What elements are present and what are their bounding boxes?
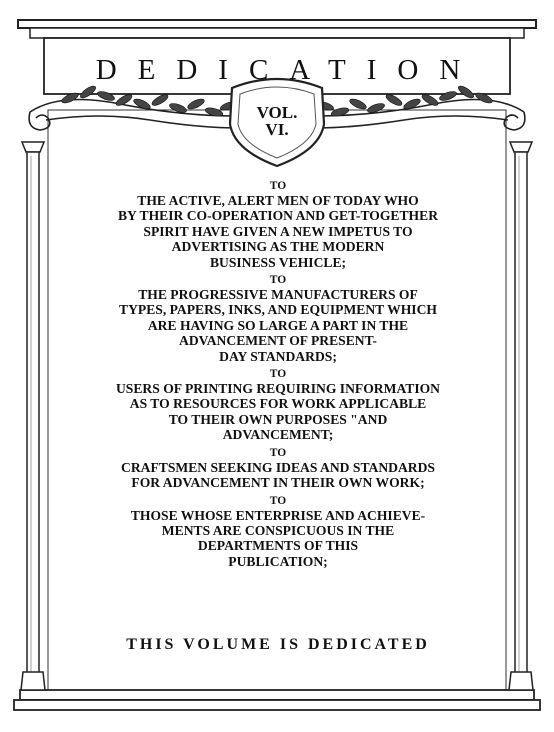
volume-label-line2: VI.	[265, 120, 289, 139]
stanza-line: SPIRIT HAVE GIVEN A NEW IMPETUS TO	[143, 223, 413, 239]
stanza-to: TO	[269, 446, 287, 459]
right-column	[509, 142, 533, 690]
dedication-body	[88, 180, 468, 573]
stanza-line: BUSINESS VEHICLE;	[209, 254, 347, 270]
stanza-line: TO THEIR OWN PURPOSES "AND	[168, 411, 388, 427]
stanza-to: TO	[269, 274, 287, 287]
stanza-line: AS TO RESOURCES FOR WORK APPLICABLE	[129, 396, 427, 412]
stanza-to: TO	[269, 180, 287, 192]
stanza-line: USERS OF PRINTING REQUIRING INFORMATION	[115, 381, 440, 397]
stanza-line: THOSE WHOSE ENTERPRISE AND ACHIEVE-	[130, 507, 426, 523]
stanza-line: BY THEIR CO-OPERATION AND GET-TOGETHER	[117, 208, 439, 224]
stanza-line: THE ACTIVE, ALERT MEN OF TODAY WHO	[137, 193, 419, 208]
scroll-ornament-left	[29, 100, 240, 131]
dedication-stanza	[88, 368, 468, 443]
stanza-line: MENTS ARE CONSPICUOUS IN THE	[161, 522, 395, 538]
dedication-stanza	[88, 495, 468, 570]
dedication-stanza	[88, 447, 468, 491]
volume-label-line1: VOL.	[256, 103, 298, 122]
page-title: DEDICATION	[95, 54, 482, 86]
stanza-line: ADVANCEMENT OF PRESENT-	[179, 333, 377, 349]
stanza-to: TO	[269, 368, 287, 381]
scroll-ornament-right	[314, 100, 525, 131]
stanza-line: DEPARTMENTS OF THIS	[197, 538, 359, 554]
stanza-line: DAY STANDARDS;	[219, 348, 337, 364]
volume-label	[238, 104, 316, 138]
stanza-line: TYPES, PAPERS, INKS, AND EQUIPMENT WHICH	[119, 302, 437, 318]
stanza-line: FOR ADVANCEMENT IN THEIR OWN WORK;	[131, 475, 425, 491]
dedication-stanza	[88, 180, 468, 270]
stanza-to: TO	[269, 494, 287, 507]
stanza-line: ARE HAVING SO LARGE A PART IN THE	[147, 317, 409, 333]
stanza-line: CRAFTSMEN SEEKING IDEAS AND STANDARDS	[121, 459, 435, 475]
stanza-line: THE PROGRESSIVE MANUFACTURERS OF	[138, 287, 418, 303]
stanza-line: ADVERTISING AS THE MODERN	[171, 239, 385, 255]
closing-line: THIS VOLUME IS DEDICATED	[126, 636, 430, 653]
dedication-stanza	[88, 274, 468, 364]
left-column	[21, 142, 45, 690]
stanza-line: PUBLICATION;	[228, 553, 328, 569]
stanza-line: ADVANCEMENT;	[222, 427, 334, 443]
